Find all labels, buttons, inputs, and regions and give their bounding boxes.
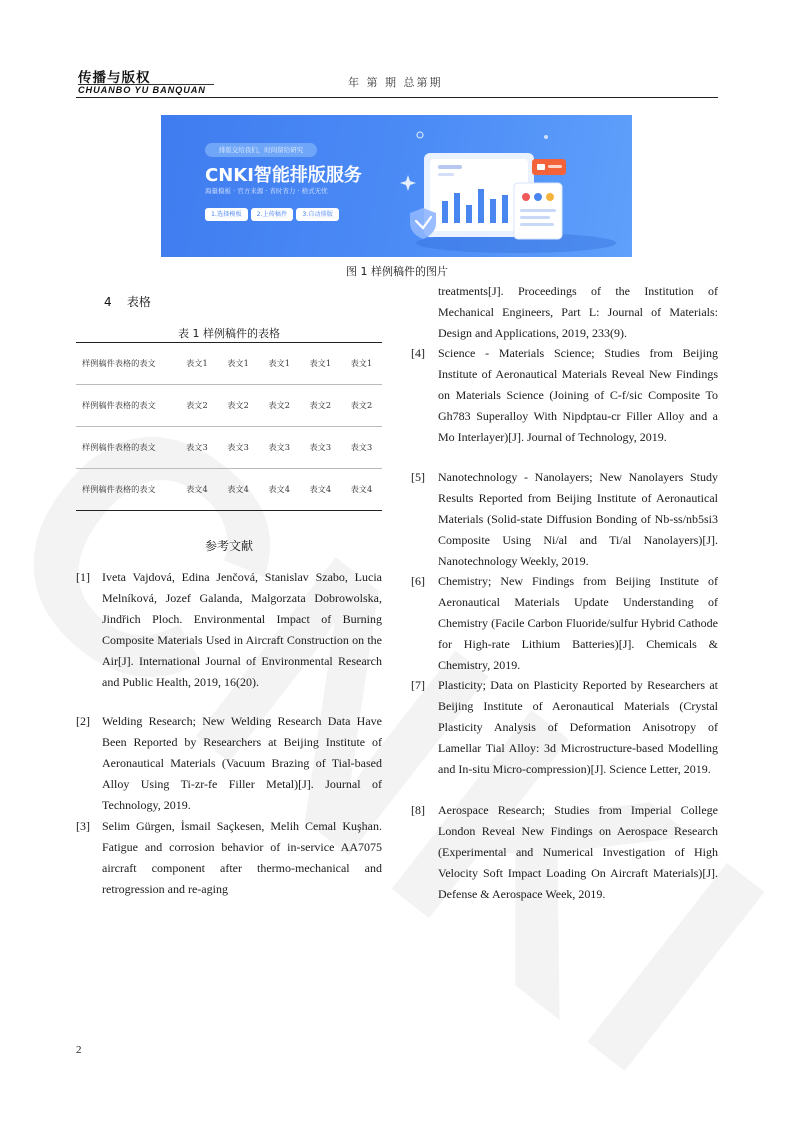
table-cell: 表文3 (259, 427, 300, 469)
table-cell: 表文4 (309, 484, 332, 494)
table-caption: 表 1 样例稿件的表格 (178, 327, 280, 340)
table-cell: 表文2 (176, 385, 217, 427)
journal-title-en: CHUANBO YU BANQUAN (78, 85, 206, 95)
sample-table (76, 342, 382, 511)
table-cell: 样例稿件表格的表文 (82, 484, 156, 494)
page-number: 2 (76, 1044, 82, 1056)
section-title: 表格 (126, 295, 151, 309)
banner-steps (205, 208, 339, 221)
reference-number: [8] (411, 803, 425, 817)
reference-text: Selim Gürgen, İsmail Saçkesen, Melih Cemal Kuşhan. Fatigue and corrosion behavior of in-service AA7075 aircraft component after thermo-mechanical and retrogression and re-aging (102, 819, 382, 896)
table-cell: 表文1 (217, 343, 258, 385)
table-cell: 表文4 (268, 484, 290, 494)
reference-number: [3] (76, 819, 90, 833)
reference-number: [1] (76, 570, 90, 584)
reference-text: Welding Research; New Welding Research Data Have Been Reported by Researchers at Beijing Institute of Aeronautical Materials (Vacuum Brazing of Tial-based Alloy Using Ti-zr-fe Filler Metal)[J]. Journal of Technology, 2019. (102, 714, 382, 812)
reference-text: Plasticity; Data on Plasticity Reported by Researchers at Beijing Institute of Aeronautical Materials (Crystal Plasticity Analysis of Deformation Anisotropy of Lamellar Tial Alloy: 3d Microstructure-based Modelling and In-situ Micro-compression)[J]. Science Letter, 2019. (438, 678, 718, 776)
reference-number: [5] (411, 470, 425, 484)
table-cell: 表文1 (341, 343, 382, 385)
reference-continuation: treatments[J]. Proceedings of the Institution of Mechanical Engineers, Part L: Journal of Materials: Design and Applications, 2019, 233(9). (438, 284, 718, 340)
section-heading (104, 293, 151, 310)
reference-text: Aerospace Research; Studies from Imperial College London Reveal New Findings on Aerospace Research (Experimental and Numerical Investigation of High Velocity Soft Impact Loading On Aircraft Materials)[J]. Defense & Aerospace Week, 2019. (438, 803, 718, 901)
figure-banner (161, 115, 632, 257)
table-cell: 样例稿件表格的表文 (76, 427, 176, 469)
table-row (76, 427, 382, 469)
reference-text: Nanotechnology - Nanolayers; New Nanolayers Study Results Reported from Beijing Institute of Aeronautical Materials (Solid-state Diffusion Bonding of Nb-ss/nb5si3 Composite Using Ni/al and Ti/al Nanolayers)[J]. Nanotechnology Weekly, 2019. (438, 470, 718, 568)
banner-pill: 排版交给我们，时间留给研究 (205, 143, 317, 157)
reference-text: Chemistry; New Findings from Beijing Institute of Aeronautical Materials Update Understanding of Chemistry (Facile Carbon Fluoride/sulfur Hybrid Cathode for High-rate Lithium Batteries)[J]. Chemicals & Chemistry, 2019. (438, 574, 718, 672)
section-number: 4 (104, 295, 112, 309)
figure-caption: 图 1 样例稿件的图片 (346, 265, 448, 278)
banner-title: CNKI智能排版服务 (205, 165, 362, 186)
table-cell: 表文2 (341, 385, 382, 427)
table-cell: 表文2 (217, 385, 258, 427)
table-cell: 表文4 (350, 484, 373, 494)
table-row (76, 385, 382, 427)
table-cell: 表文2 (300, 385, 341, 427)
table-cell: 表文2 (259, 385, 300, 427)
banner-step: 2.上传稿件 (251, 208, 294, 221)
banner-step: 1.选择模板 (205, 208, 248, 221)
reference-number: [6] (411, 574, 425, 588)
issue-info: 年 第 期 总第期 (348, 76, 443, 89)
table-cell: 表文3 (176, 427, 217, 469)
table-cell: 表文1 (176, 343, 217, 385)
table-cell: 表文1 (259, 343, 300, 385)
journal-title-cn: 传播与版权 (78, 70, 151, 86)
reference-number: [7] (411, 678, 425, 692)
page-header (76, 66, 718, 98)
reference-text: Science - Materials Science; Studies from Beijing Institute of Aeronautical Materials Reveal New Findings on Materials Science (Joining of C-f/sic Composite To Gh783 Superalloy With Nipdptau-cr Filler Alloy and a Mo Interlayer)[J]. Journal of Technology, 2019. (438, 346, 718, 444)
table-cell: 样例稿件表格的表文 (76, 385, 176, 427)
table-cell: 样例稿件表格的表文 (76, 343, 176, 385)
banner-step: 3.自动排版 (296, 208, 339, 221)
references-heading: 参考文献 (204, 539, 253, 553)
table-cell: 表文4 (227, 484, 249, 494)
reference-number: [2] (76, 714, 90, 728)
banner-subtitle: 海量模板 · 官方来源 · 省时省力 · 格式无忧 (205, 187, 328, 195)
table-cell: 表文1 (300, 343, 341, 385)
table-row (76, 343, 382, 385)
table-cell: 表文3 (217, 427, 258, 469)
reference-number: [4] (411, 346, 425, 360)
table-cell: 表文4 (186, 484, 208, 494)
table-cell: 表文3 (341, 427, 382, 469)
table-row (76, 469, 382, 511)
dashboard-illustration-icon (396, 123, 626, 253)
table-cell: 表文3 (300, 427, 341, 469)
reference-text: Iveta Vajdová, Edina Jenčová, Stanislav Szabo, Lucia Melníková, Jozef Galanda, Malgorzata Dobrowolska, Jindřich Ploch. Environmental Impact of Burning Composite Materials Used in Aircraft Construction on the Air[J]. International Journal of Environmental Research and Public Health, 2019, 16(20). (102, 570, 382, 689)
